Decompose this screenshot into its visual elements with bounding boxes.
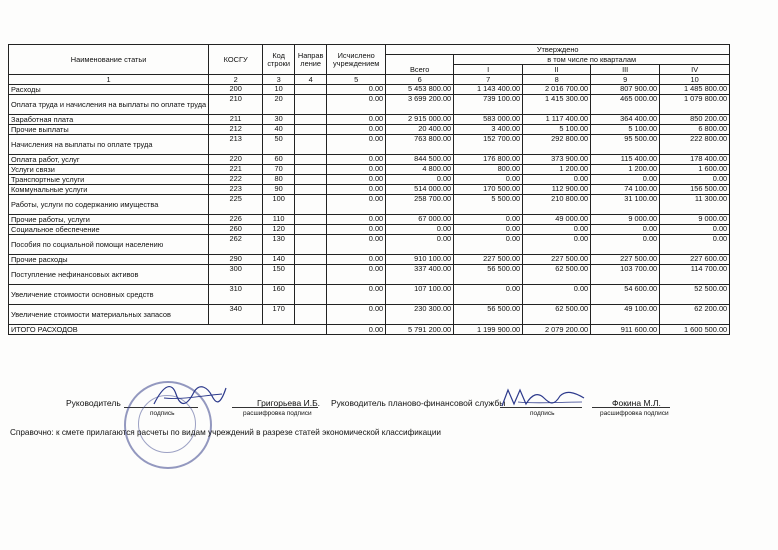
cell-q3: 95 500.00	[591, 135, 660, 155]
total-cell-calc: 0.00	[327, 325, 386, 335]
cell-q2: 0.00	[523, 285, 591, 305]
table-row	[9, 215, 730, 225]
header-direction: Направ ление	[295, 45, 327, 75]
cell-kosgu: 211	[209, 115, 263, 125]
column-number: 6	[386, 75, 454, 85]
table-row	[9, 185, 730, 195]
cell-name: Заработная плата	[9, 115, 209, 125]
header-q2: II	[523, 65, 591, 75]
cell-q3: 465 000.00	[591, 95, 660, 115]
cell-total: 2 915 000.00	[386, 115, 454, 125]
cell-dir	[295, 305, 327, 325]
table-row	[9, 115, 730, 125]
head-handwritten-signature	[150, 378, 230, 412]
cell-q3: 0.00	[591, 225, 660, 235]
cell-dir	[295, 95, 327, 115]
cell-total: 910 100.00	[386, 255, 454, 265]
cell-q2: 49 000.00	[523, 215, 591, 225]
cell-kosgu: 212	[209, 125, 263, 135]
cell-kosgu: 260	[209, 225, 263, 235]
cell-dir	[295, 195, 327, 215]
cell-q1: 56 500.00	[454, 305, 523, 325]
cell-name: Работы, услуги по содержанию имущества	[9, 195, 209, 215]
cell-total: 514 000.00	[386, 185, 454, 195]
table-row	[9, 195, 730, 215]
cell-q2: 1 415 300.00	[523, 95, 591, 115]
cell-name: Начисления на выплаты по оплате труда	[9, 135, 209, 155]
cell-q2: 112 900.00	[523, 185, 591, 195]
cell-q1: 0.00	[454, 225, 523, 235]
cell-q1: 0.00	[454, 285, 523, 305]
cell-kosgu: 225	[209, 195, 263, 215]
cell-dir	[295, 235, 327, 255]
cell-code: 30	[263, 115, 295, 125]
cell-q2: 210 800.00	[523, 195, 591, 215]
cell-q1: 170 500.00	[454, 185, 523, 195]
cell-q4: 0.00	[660, 235, 730, 255]
cell-name: Социальное обеспечение	[9, 225, 209, 235]
table-row	[9, 255, 730, 265]
header-name: Наименование статьи	[9, 45, 209, 75]
cell-calc: 0.00	[327, 155, 386, 165]
cell-kosgu: 213	[209, 135, 263, 155]
header-q4: IV	[660, 65, 730, 75]
cell-dir	[295, 175, 327, 185]
head-label: Руководитель	[66, 398, 121, 408]
cell-calc: 0.00	[327, 305, 386, 325]
cell-code: 160	[263, 285, 295, 305]
cell-code: 50	[263, 135, 295, 155]
cell-q3: 103 700.00	[591, 265, 660, 285]
cell-q1: 1 143 400.00	[454, 85, 523, 95]
cell-total: 67 000.00	[386, 215, 454, 225]
cell-total: 0.00	[386, 175, 454, 185]
cell-q4: 0.00	[660, 175, 730, 185]
cell-code: 120	[263, 225, 295, 235]
cell-q3: 227 500.00	[591, 255, 660, 265]
cell-total: 20 400.00	[386, 125, 454, 135]
cell-q1: 3 400.00	[454, 125, 523, 135]
cell-code: 110	[263, 215, 295, 225]
budget-table	[8, 44, 730, 335]
cell-total: 337 400.00	[386, 265, 454, 285]
cell-q4: 11 300.00	[660, 195, 730, 215]
cell-code: 170	[263, 305, 295, 325]
table-row	[9, 235, 730, 255]
cell-total: 0.00	[386, 235, 454, 255]
cell-name: Прочие расходы	[9, 255, 209, 265]
cell-calc: 0.00	[327, 215, 386, 225]
cell-q4: 6 800.00	[660, 125, 730, 135]
cell-q2: 1 117 400.00	[523, 115, 591, 125]
head-name: Григорьева И.Б.	[257, 398, 321, 408]
table-row	[9, 95, 730, 115]
cell-calc: 0.00	[327, 165, 386, 175]
cell-calc: 0.00	[327, 135, 386, 155]
reference-note: Справочно: к смете прилагаются расчеты по видам учреждений в разрезе статей экономической классификации	[10, 428, 441, 437]
header-calculated: Исчислено учреждением	[327, 45, 386, 75]
cell-q4: 222 800.00	[660, 135, 730, 155]
column-number: 10	[660, 75, 730, 85]
table-row	[9, 265, 730, 285]
cell-kosgu: 340	[209, 305, 263, 325]
column-number: 8	[523, 75, 591, 85]
cell-total: 0.00	[386, 225, 454, 235]
cell-kosgu: 290	[209, 255, 263, 265]
cell-name: Поступление нефинансовых активов	[9, 265, 209, 285]
cell-q1: 0.00	[454, 215, 523, 225]
cell-q2: 5 100.00	[523, 125, 591, 135]
cell-calc: 0.00	[327, 235, 386, 255]
head-signature-caption: подпись	[150, 410, 175, 417]
cell-dir	[295, 215, 327, 225]
column-number: 9	[591, 75, 660, 85]
cell-q2: 0.00	[523, 175, 591, 185]
cell-q3: 1 200.00	[591, 165, 660, 175]
table-row	[9, 165, 730, 175]
cell-q3: 807 900.00	[591, 85, 660, 95]
cell-calc: 0.00	[327, 255, 386, 265]
cell-q1: 176 800.00	[454, 155, 523, 165]
column-number: 1	[9, 75, 209, 85]
total-cell-q4: 1 600 500.00	[660, 325, 730, 335]
column-number: 4	[295, 75, 327, 85]
cell-q1: 0.00	[454, 175, 523, 185]
cell-calc: 0.00	[327, 95, 386, 115]
cell-dir	[295, 165, 327, 175]
header-total: Всего	[386, 55, 454, 75]
cell-q1: 739 100.00	[454, 95, 523, 115]
cell-q2: 373 900.00	[523, 155, 591, 165]
column-number: 5	[327, 75, 386, 85]
cell-kosgu: 310	[209, 285, 263, 305]
cell-calc: 0.00	[327, 85, 386, 95]
cell-q1: 152 700.00	[454, 135, 523, 155]
cell-q1: 5 500.00	[454, 195, 523, 215]
header-code: Код строки	[263, 45, 295, 75]
cell-kosgu: 262	[209, 235, 263, 255]
finance-signature-caption: подпись	[530, 410, 555, 417]
total-cell-total: 5 791 200.00	[386, 325, 454, 335]
cell-code: 140	[263, 255, 295, 265]
header-approved: Утверждено	[386, 45, 730, 55]
cell-name: Прочие выплаты	[9, 125, 209, 135]
table-row	[9, 305, 730, 325]
finance-label: Руководитель планово-финансовой службы	[331, 398, 506, 408]
cell-total: 258 700.00	[386, 195, 454, 215]
cell-kosgu: 210	[209, 95, 263, 115]
cell-q4: 850 200.00	[660, 115, 730, 125]
cell-kosgu: 223	[209, 185, 263, 195]
cell-q3: 5 100.00	[591, 125, 660, 135]
cell-q2: 227 500.00	[523, 255, 591, 265]
cell-dir	[295, 255, 327, 265]
header-q1: I	[454, 65, 523, 75]
cell-total: 4 800.00	[386, 165, 454, 175]
total-cell-name: ИТОГО РАСХОДОВ	[9, 325, 327, 335]
total-cell-q2: 2 079 200.00	[523, 325, 591, 335]
finance-name: Фокина М.Л.	[612, 398, 661, 408]
cell-calc: 0.00	[327, 175, 386, 185]
cell-total: 3 699 200.00	[386, 95, 454, 115]
cell-dir	[295, 185, 327, 195]
cell-calc: 0.00	[327, 115, 386, 125]
cell-calc: 0.00	[327, 265, 386, 285]
cell-q4: 1 600.00	[660, 165, 730, 175]
cell-dir	[295, 285, 327, 305]
cell-calc: 0.00	[327, 285, 386, 305]
cell-dir	[295, 115, 327, 125]
cell-q4: 1 485 800.00	[660, 85, 730, 95]
cell-q3: 54 600.00	[591, 285, 660, 305]
cell-code: 10	[263, 85, 295, 95]
cell-q2: 292 800.00	[523, 135, 591, 155]
cell-q4: 0.00	[660, 225, 730, 235]
cell-dir	[295, 135, 327, 155]
cell-q2: 0.00	[523, 235, 591, 255]
head-name-line	[232, 407, 318, 408]
total-cell-q3: 911 600.00	[591, 325, 660, 335]
cell-code: 20	[263, 95, 295, 115]
cell-code: 150	[263, 265, 295, 285]
cell-name: Оплата работ, услуг	[9, 155, 209, 165]
column-number: 3	[263, 75, 295, 85]
table-row	[9, 285, 730, 305]
cell-q3: 115 400.00	[591, 155, 660, 165]
cell-q1: 0.00	[454, 235, 523, 255]
cell-name: Коммунальные услуги	[9, 185, 209, 195]
table-row	[9, 175, 730, 185]
cell-q2: 62 500.00	[523, 265, 591, 285]
table-row	[9, 155, 730, 165]
cell-q1: 227 500.00	[454, 255, 523, 265]
cell-q4: 1 079 800.00	[660, 95, 730, 115]
cell-total: 107 100.00	[386, 285, 454, 305]
cell-name: Прочие работы, услуги	[9, 215, 209, 225]
finance-handwritten-signature	[498, 384, 588, 412]
cell-kosgu: 200	[209, 85, 263, 95]
cell-calc: 0.00	[327, 185, 386, 195]
cell-name: Увеличение стоимости материальных запасов	[9, 305, 209, 325]
cell-code: 130	[263, 235, 295, 255]
column-number: 2	[209, 75, 263, 85]
column-number: 7	[454, 75, 523, 85]
cell-q4: 156 500.00	[660, 185, 730, 195]
header-q3: III	[591, 65, 660, 75]
cell-code: 70	[263, 165, 295, 175]
cell-q3: 0.00	[591, 175, 660, 185]
cell-q4: 227 600.00	[660, 255, 730, 265]
head-name-caption: расшифровка подписи	[243, 410, 312, 417]
cell-q3: 31 100.00	[591, 195, 660, 215]
cell-kosgu: 226	[209, 215, 263, 225]
cell-total: 844 500.00	[386, 155, 454, 165]
cell-q1: 56 500.00	[454, 265, 523, 285]
total-cell-q1: 1 199 900.00	[454, 325, 523, 335]
cell-code: 100	[263, 195, 295, 215]
finance-name-line	[592, 407, 670, 408]
cell-code: 90	[263, 185, 295, 195]
cell-total: 230 300.00	[386, 305, 454, 325]
table-row	[9, 225, 730, 235]
cell-q4: 114 700.00	[660, 265, 730, 285]
column-numbers-row	[9, 75, 730, 85]
cell-q3: 9 000.00	[591, 215, 660, 225]
table-row	[9, 125, 730, 135]
cell-q2: 0.00	[523, 225, 591, 235]
cell-name: Транспортные услуги	[9, 175, 209, 185]
cell-code: 40	[263, 125, 295, 135]
cell-q1: 583 000.00	[454, 115, 523, 125]
cell-dir	[295, 265, 327, 285]
cell-name: Оплата труда и начисления на выплаты по оплате труда	[9, 95, 209, 115]
cell-total: 5 453 800.00	[386, 85, 454, 95]
cell-q2: 62 500.00	[523, 305, 591, 325]
cell-name: Расходы	[9, 85, 209, 95]
header-kosgu: КОСГУ	[209, 45, 263, 75]
total-row	[9, 325, 730, 335]
cell-q3: 74 100.00	[591, 185, 660, 195]
cell-kosgu: 300	[209, 265, 263, 285]
cell-total: 763 800.00	[386, 135, 454, 155]
header-quarters: в том числе по кварталам	[454, 55, 730, 65]
cell-dir	[295, 125, 327, 135]
cell-q2: 1 200.00	[523, 165, 591, 175]
cell-dir	[295, 225, 327, 235]
cell-name: Услуги связи	[9, 165, 209, 175]
cell-name: Увеличение стоимости основных средств	[9, 285, 209, 305]
cell-q4: 62 200.00	[660, 305, 730, 325]
table-row	[9, 135, 730, 155]
cell-q3: 364 400.00	[591, 115, 660, 125]
cell-kosgu: 220	[209, 155, 263, 165]
cell-code: 80	[263, 175, 295, 185]
cell-q4: 52 500.00	[660, 285, 730, 305]
cell-dir	[295, 85, 327, 95]
cell-code: 60	[263, 155, 295, 165]
cell-kosgu: 221	[209, 165, 263, 175]
table-row	[9, 85, 730, 95]
cell-calc: 0.00	[327, 225, 386, 235]
cell-q4: 178 400.00	[660, 155, 730, 165]
cell-name: Пособия по социальной помощи населению	[9, 235, 209, 255]
cell-q4: 9 000.00	[660, 215, 730, 225]
cell-q3: 49 100.00	[591, 305, 660, 325]
cell-kosgu: 222	[209, 175, 263, 185]
cell-dir	[295, 155, 327, 165]
cell-q1: 800.00	[454, 165, 523, 175]
cell-q3: 0.00	[591, 235, 660, 255]
cell-q2: 2 016 700.00	[523, 85, 591, 95]
cell-calc: 0.00	[327, 125, 386, 135]
cell-calc: 0.00	[327, 195, 386, 215]
finance-name-caption: расшифровка подписи	[600, 410, 669, 417]
